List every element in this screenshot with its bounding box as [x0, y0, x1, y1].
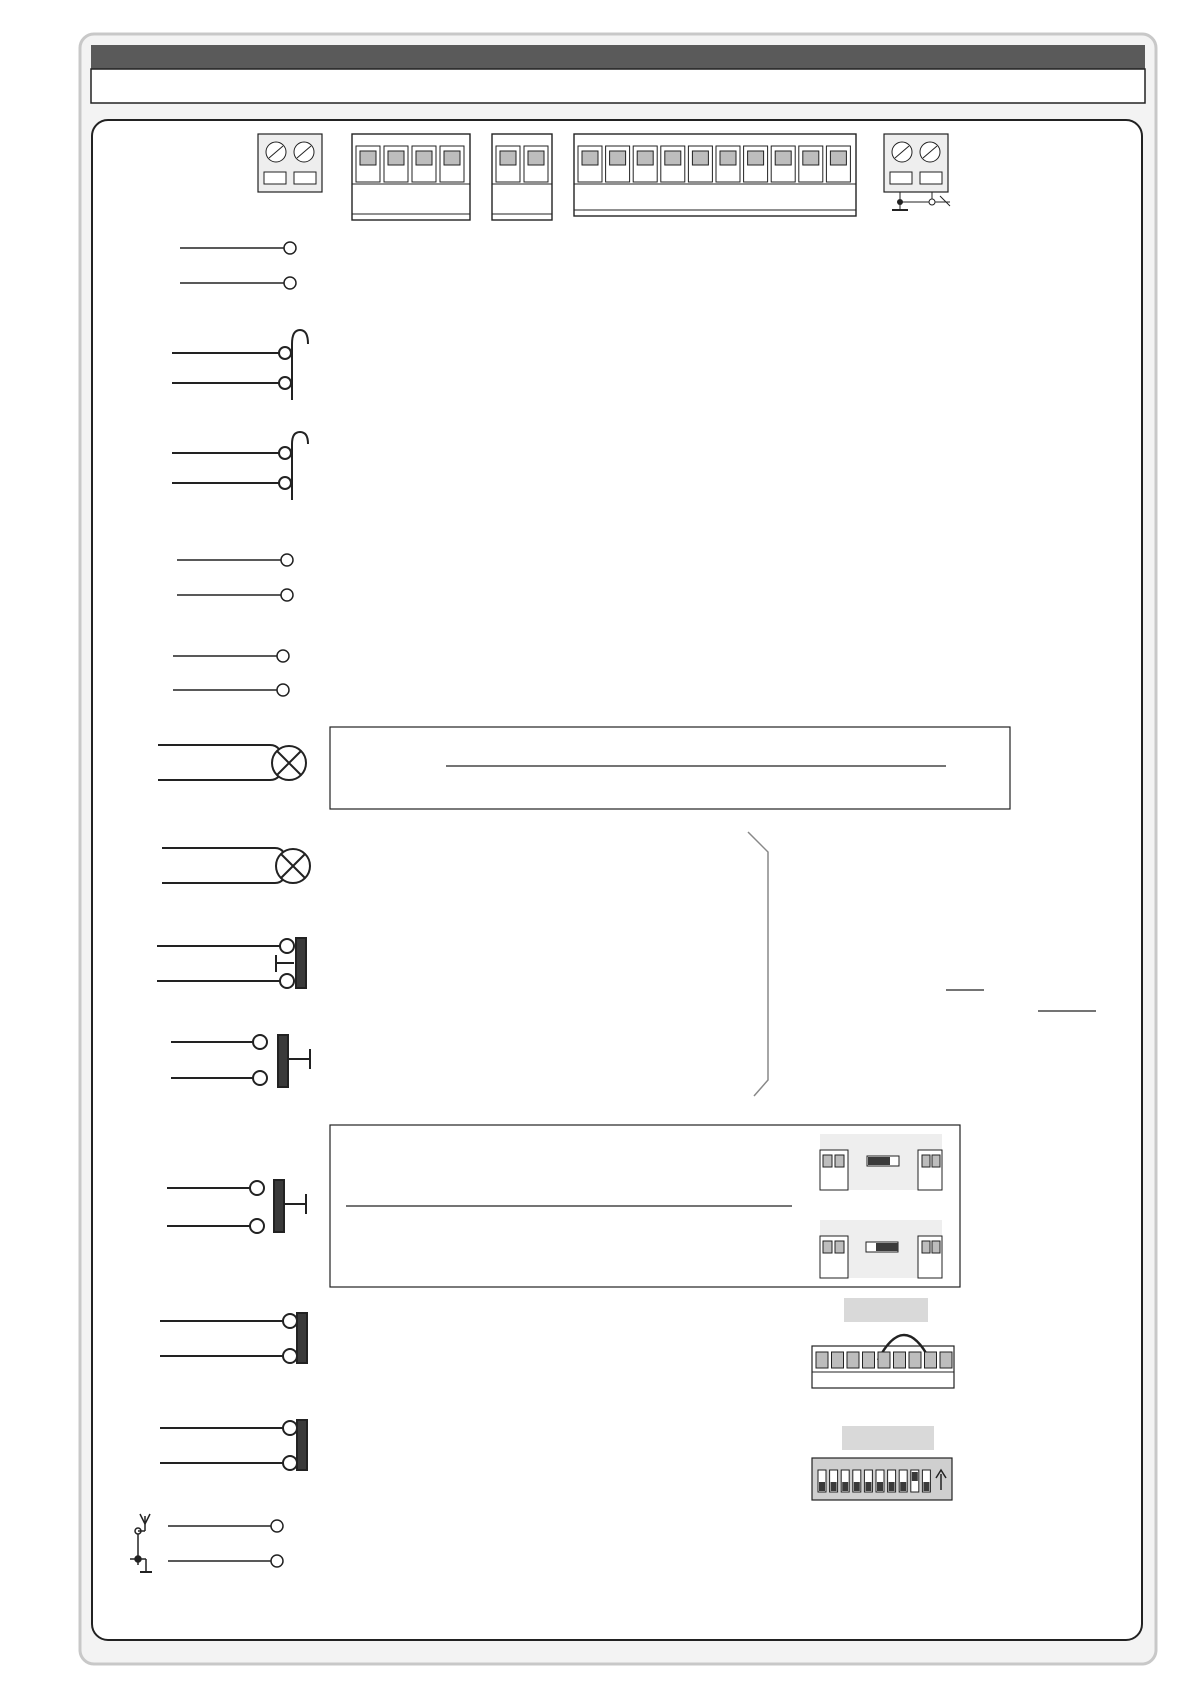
dip-switch-knob — [877, 1482, 883, 1491]
terminal-pin — [748, 151, 764, 165]
main-panel — [92, 120, 1142, 1640]
terminal-pin — [803, 151, 819, 165]
bridge-slot — [894, 1352, 906, 1368]
input-terminal — [574, 134, 856, 216]
terminal-pin — [720, 151, 736, 165]
pushbutton-note-box — [330, 1125, 960, 1287]
dip-switch-knob — [854, 1482, 860, 1491]
dip-switch-knob — [842, 1482, 848, 1491]
motor-terminal — [352, 134, 470, 220]
bridge-slot — [940, 1352, 952, 1368]
terminal-pin — [775, 151, 791, 165]
aux-terminal — [492, 134, 552, 220]
power-terminal — [258, 134, 322, 192]
terminal-pin — [610, 151, 626, 165]
dip-switch-knob — [831, 1482, 837, 1491]
terminal-pin — [582, 151, 598, 165]
header-bar — [91, 45, 1145, 69]
dip-switch-knob — [900, 1482, 906, 1491]
lamp-note-box — [330, 727, 1010, 809]
terminal-pin — [692, 151, 708, 165]
dip-switch-knob — [912, 1472, 918, 1481]
dip-switch-knob — [865, 1482, 871, 1491]
bridge-slot — [832, 1352, 844, 1368]
bridge-slot — [863, 1352, 875, 1368]
terminal-pin — [830, 151, 846, 165]
header-subtitle-box — [91, 69, 1145, 103]
bridge-slot — [909, 1352, 921, 1368]
bridge-slot — [816, 1352, 828, 1368]
dip-switch-knob — [923, 1482, 929, 1491]
dip-switch-knob — [889, 1482, 895, 1491]
dip-switch-knob — [819, 1482, 825, 1491]
jumper-position-1 — [820, 1134, 942, 1190]
terminal-pin — [665, 151, 681, 165]
bridge-slot — [878, 1352, 890, 1368]
bridge-slot — [925, 1352, 937, 1368]
dip-label-box — [842, 1426, 934, 1450]
jumper-position-2 — [820, 1220, 942, 1278]
bridge-label-box — [844, 1298, 928, 1322]
terminal-pin — [637, 151, 653, 165]
bridge-slot — [847, 1352, 859, 1368]
